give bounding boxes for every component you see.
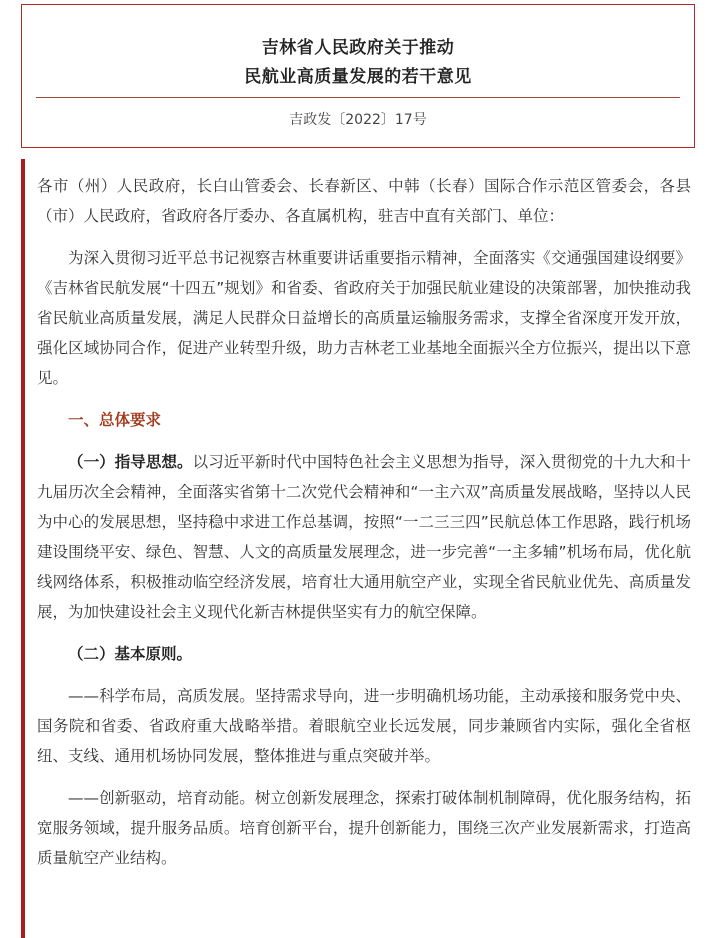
basic-principles-paragraph: [37, 639, 691, 669]
guiding-ideology-paragraph: [37, 447, 691, 627]
subheading-guiding-ideology: （一）指导思想。: [68, 453, 193, 471]
principle-innovation-driven: ——创新驱动，培育动能。树立创新发展理念，探索打破体制机制障碍，优化服务结构，拓宽服务领域，提升服务品质。培育创新平台，提升创新能力，围绕三次产业发展新需求，打造高质量航空产业结构。: [37, 789, 691, 867]
subheading-basic-principles: （二）基本原则。: [68, 645, 193, 663]
addressee-paragraph: 各市（州）人民政府，长白山管委会、长春新区、中韩（长春）国际合作示范区管委会，各县（市）人民政府，省政府各厅委办、各直属机构，驻吉中直有关部门、单位：: [37, 177, 691, 225]
principle-scientific-layout: ——科学布局，高质发展。坚持需求导向，进一步明确机场功能，主动承接和服务党中央、国务院和省委、省政府重大战略举措。着眼航空业长远发展，同步兼顾省内实际，强化全省枢纽、支线、通用机场协同发展，整体推进与重点突破并举。: [37, 687, 691, 765]
guiding-ideology-text: 以习近平新时代中国特色社会主义思想为指导，深入贯彻党的十九大和十九届历次全会精神，全面落实省第十二次党代会精神和“一主六双”高质量发展战略，坚持以人民为中心的发展思想，坚持稳中求进工作总基调，按照“一二三三四”民航总体工作思路，践行机场建设围绕平安、绿色、智慧、人文的高质量发展理念，进一步完善“一主多辅”机场布局，优化航线网络体系，积极推动临空经济发展，培育壮大通用航空产业，实现全省民航业优先、高质量发展，为加快建设社会主义现代化新吉林提供坚实有力的航空保障。: [37, 453, 691, 621]
document-body: [21, 159, 695, 938]
section-heading-general-requirements: 一、总体要求: [68, 411, 162, 429]
document-title-line-1: 吉林省人民政府关于推动: [261, 38, 455, 58]
header-divider: [36, 97, 680, 98]
document-number: 吉政发〔2022〕17号: [289, 112, 427, 128]
document-header: [21, 4, 695, 148]
document-title-line-2: 民航业高质量发展的若干意见: [244, 67, 472, 87]
intro-paragraph: 为深入贯彻习近平总书记视察吉林重要讲话重要指示精神，全面落实《交通强国建设纲要》《吉林省民航发展“十四五”规划》和省委、省政府关于加强民航业建设的决策部署，加快推动我省民航业高质量发展，满足人民群众日益增长的高质量运输服务需求，支撑全省深度开发开放，强化区域协同合作，促进产业转型升级，助力吉林老工业基地全面振兴全方位振兴，提出以下意见。: [37, 249, 691, 387]
